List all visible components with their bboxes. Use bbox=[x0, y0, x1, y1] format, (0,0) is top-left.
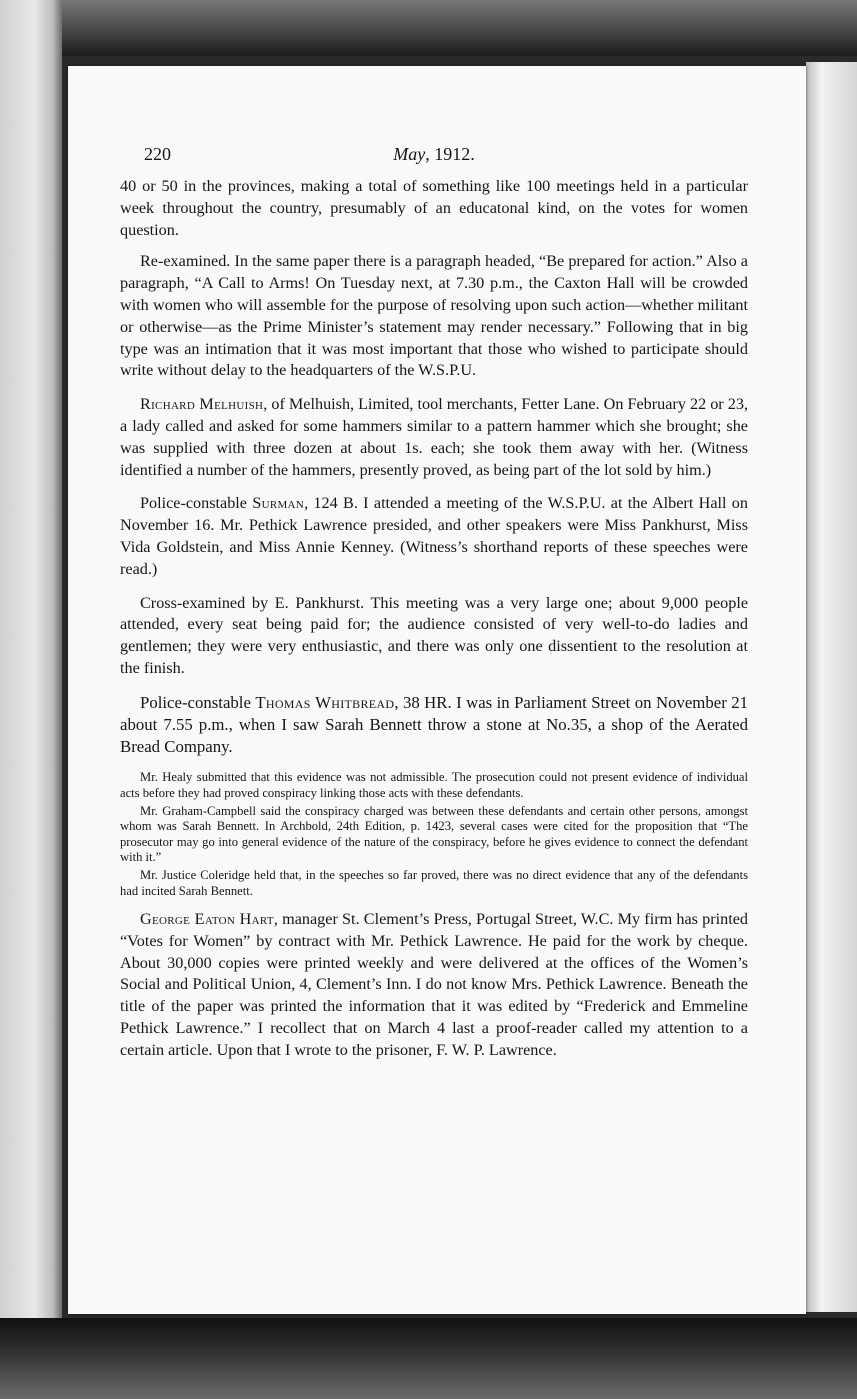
page-header bbox=[120, 142, 748, 176]
witness-name: George Eaton Hart bbox=[140, 910, 274, 929]
paragraph-hart bbox=[120, 909, 748, 1062]
paragraph-melhuish bbox=[120, 394, 748, 481]
paragraph-continuation: 40 or 50 in the provinces, making a total of something like 100 meetings held in a particular week throughout the country, presumably of an educatonal kind, on the votes for women question. bbox=[120, 177, 748, 239]
scan-top-border bbox=[0, 0, 857, 56]
paragraph-whitbread bbox=[120, 692, 748, 759]
legal-argument-block bbox=[120, 770, 748, 899]
witness-name: Richard Melhuish bbox=[140, 395, 264, 414]
running-head bbox=[120, 144, 748, 165]
paragraph-text: , 38 HR. I was in Parliament Street on November 21 about 7.55 p.m., when I saw Sarah Bennett throw a stone at No.35, a shop of the Aerated Bread Company. bbox=[120, 692, 748, 757]
scan-bottom-border bbox=[0, 1318, 857, 1399]
paragraph-healy: Mr. Healy submitted that this evidence was not admissible. The prosecution could not present evidence of individual acts before they had proved conspiracy linking those acts with these defendants. bbox=[120, 770, 748, 800]
paragraph-coleridge: Mr. Justice Coleridge held that, in the speeches so far proved, there was no direct evidence that any of the defendants had incited Sarah Bennett. bbox=[120, 867, 748, 898]
paragraph-re-examined: Re-examined. In the same paper there is a paragraph headed, “Be prepared for action.” Also a paragraph, “A Call to Arms! On Tuesday next, at 7.30 p.m., the Caxton Hall will be crowded with women who will assemble for the purpose of resolving upon such action—whether militant or otherwise—as the Prime Minister’s statement may render necessary.” Following that in big type was an intimation that it was most important that those who wished to participate should write without delay to the headquarters of the W.S.P.U. bbox=[120, 252, 748, 380]
book-page bbox=[68, 66, 806, 1314]
paragraph-text: , of Melhuish, Limited, tool merchants, Fetter Lane. On February 22 or 23, a lady called and asked for some hammers similar to a pattern hammer which she brought; she was supplied with three dozen at about 1s. each; she took them away with her. (Witness identified a number of the hammers, presently proved, as being part of the lot sold by him.) bbox=[120, 395, 748, 479]
running-head-month: May bbox=[393, 144, 426, 164]
scan-right-page-edge bbox=[806, 62, 857, 1312]
witness-title: Police-constable bbox=[140, 494, 253, 513]
paragraph-text: , 124 B. I attended a meeting of the W.S.P.U. at the Albert Hall on November 16. Mr. Pethick Lawrence presided, and other speakers were Miss Pankhurst, Miss Vida Goldstein, and Miss Annie Kenney. (Witness’s shorthand reports of these speeches were read.) bbox=[120, 494, 748, 578]
scan-left-margin bbox=[0, 0, 62, 1399]
witness-title: Police-constable bbox=[140, 692, 256, 712]
paragraph-graham-campbell: Mr. Graham-Campbell said the conspiracy charged was between these defendants and certain other persons, amongst whom was Sarah Bennett. In Archbold, 24th Edition, p. 1423, several cases were cited for the proposition that “The prosecutor may go into general evidence of the nature of the conspiracy, before he gives evidence to connect the defendant with it.” bbox=[120, 803, 748, 865]
running-head-year: , 1912. bbox=[425, 144, 475, 164]
paragraph-text: , manager St. Clement’s Press, Portugal Street, W.C. My firm has printed “Votes for Women” by contract with Mr. Pethick Lawrence. He paid for the work by cheque. About 30,000 copies were printed weekly and were delivered at the offices of the Women’s Social and Political Union, 4, Clement’s Inn. I do not know Mrs. Pethick Lawrence. Beneath the title of the paper was printed the information that it was edited by “Frederick and Emmeline Pethick Lawrence.” I recollect that on March 4 last a proof-reader called my attention to a certain article. Upon that I wrote to the prisoner, F. W. P. Lawrence. bbox=[120, 910, 748, 1059]
page-text-block bbox=[120, 142, 748, 1074]
witness-name: Surman bbox=[252, 494, 305, 513]
page-number: 220 bbox=[144, 144, 171, 164]
witness-name: Thomas Whitbread bbox=[255, 692, 395, 712]
paragraph-surman bbox=[120, 493, 748, 580]
paragraph-cross-examined: Cross-examined by E. Pankhurst. This meeting was a very large one; about 9,000 people attended, every seat being paid for; the audience consisted of very well-to-do ladies and gentlemen; they were very enthusiastic, and there was only one dissentient to the resolution at the finish. bbox=[120, 593, 748, 677]
